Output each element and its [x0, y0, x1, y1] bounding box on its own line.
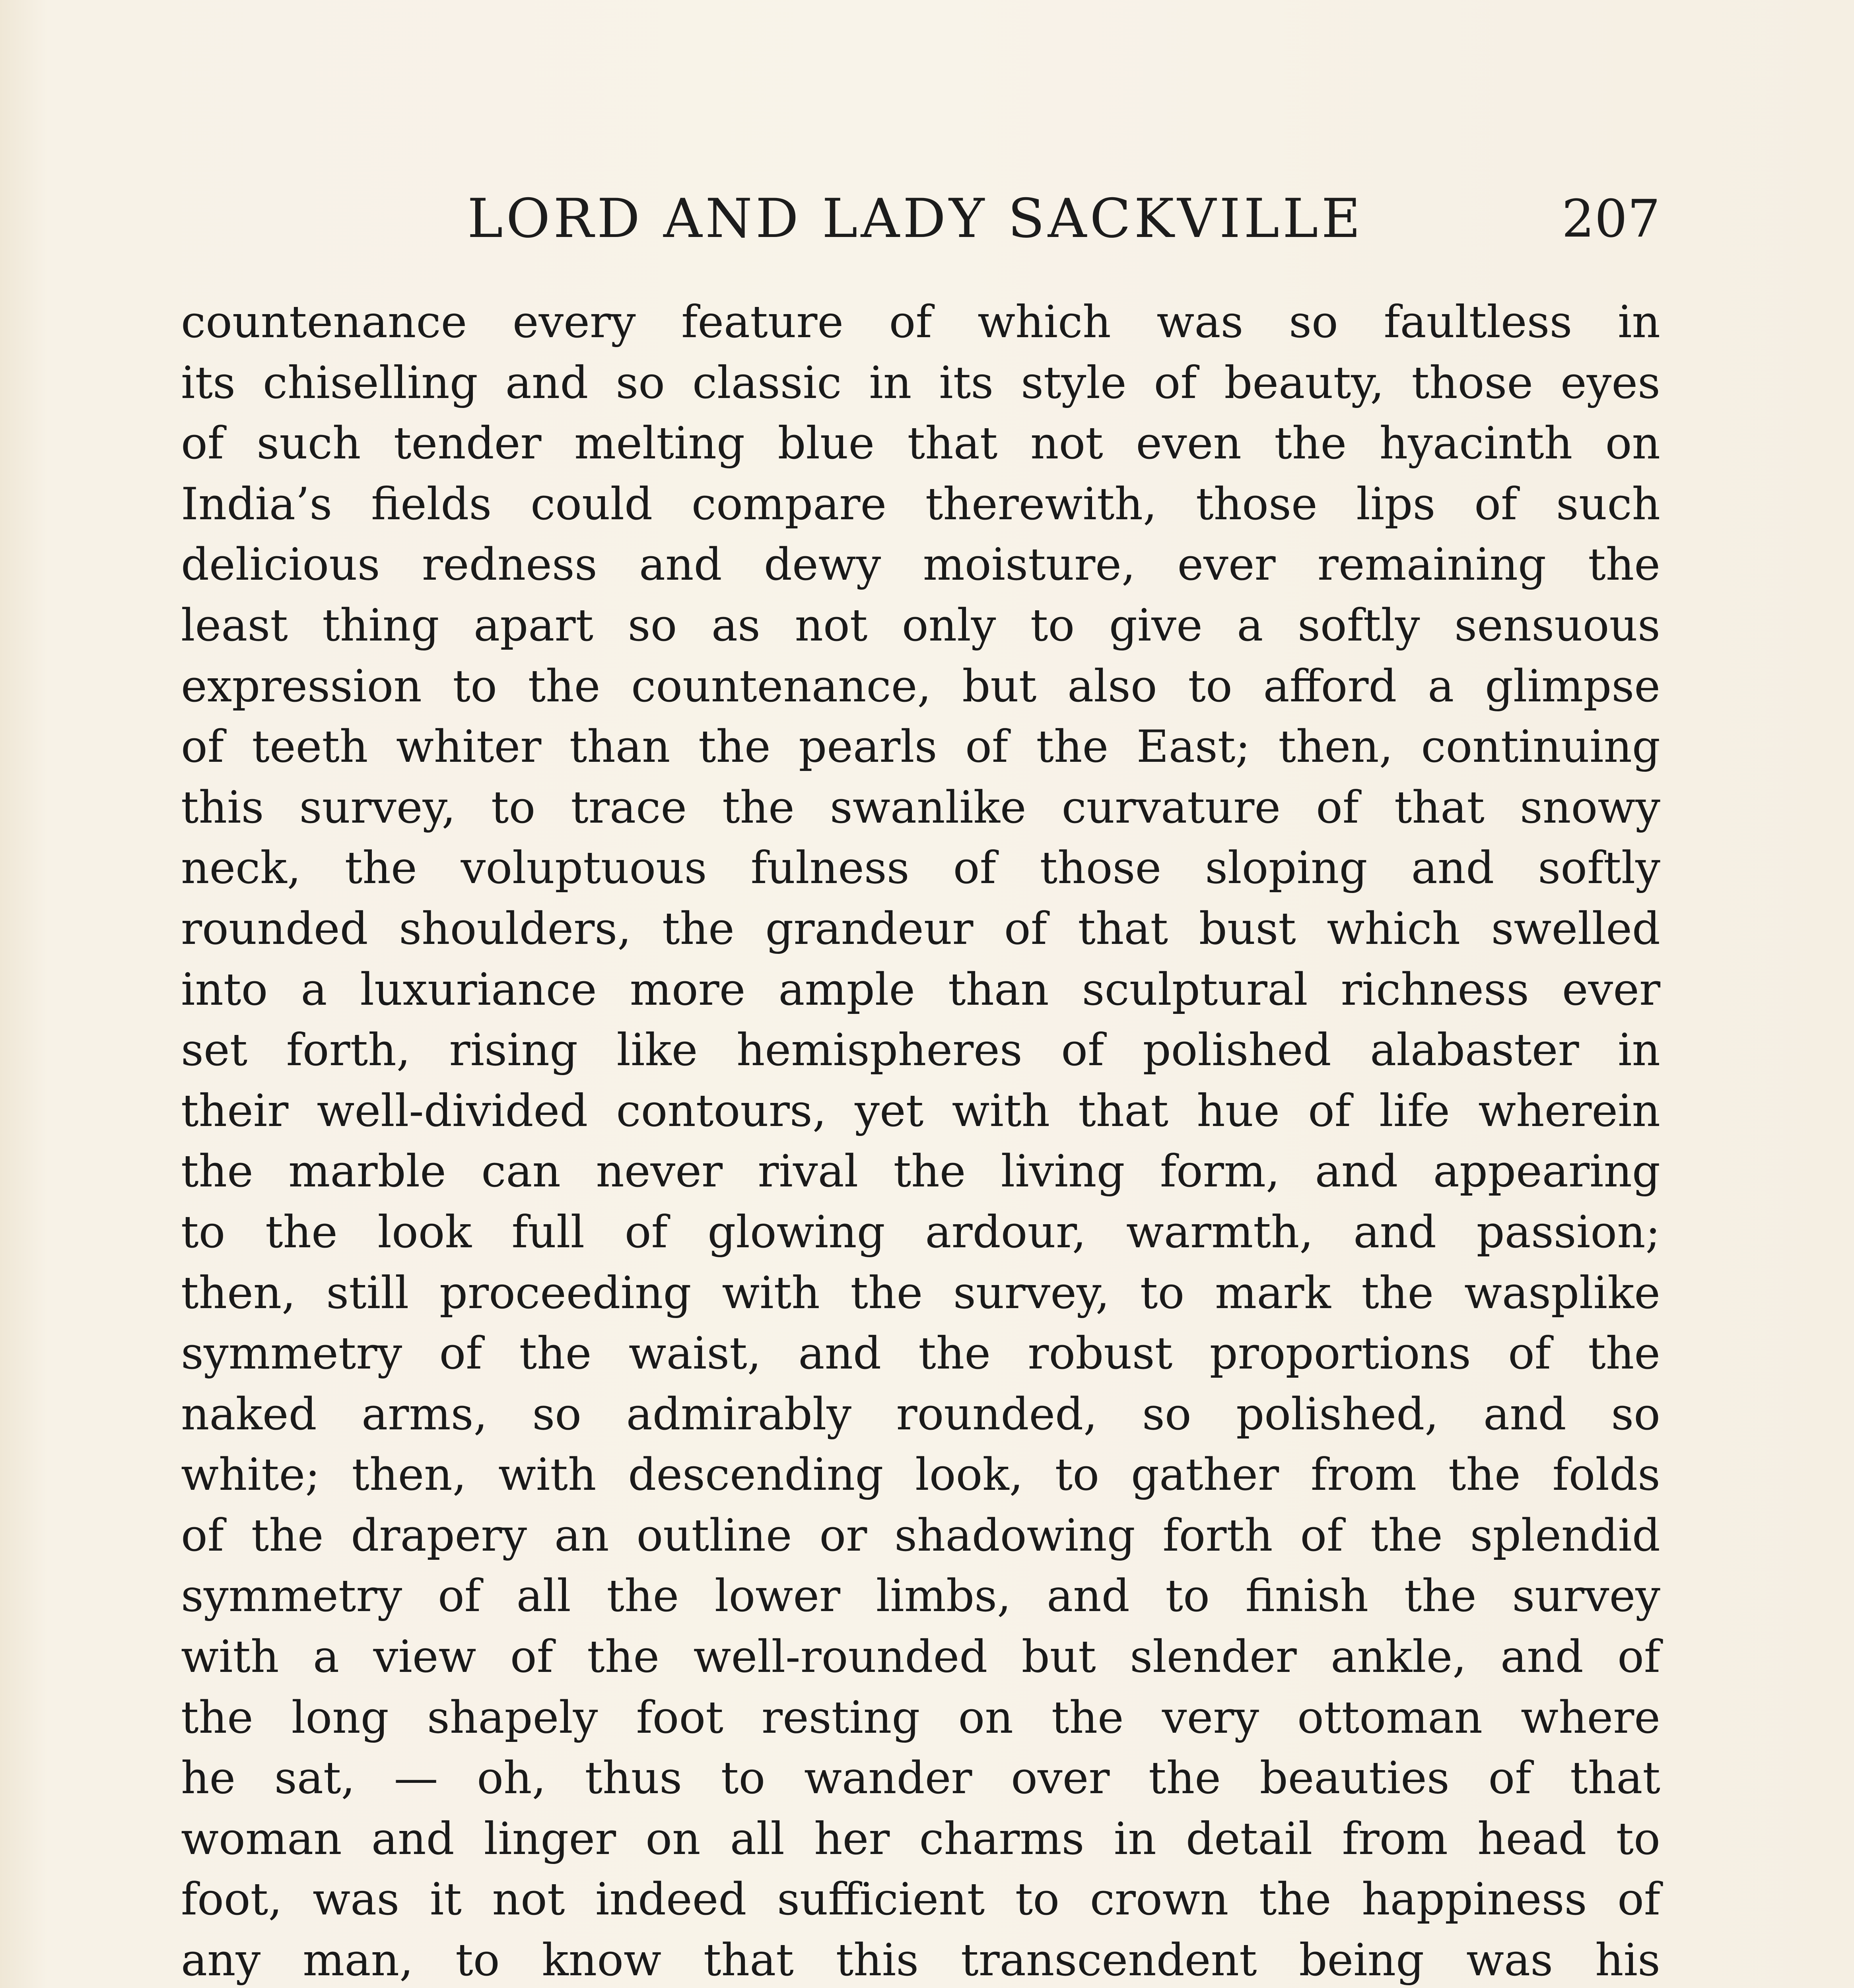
text-line: with a view of the well-rounded but slender ankle, and of: [181, 1631, 1660, 1683]
text-line: rounded shoulders, the grandeur of that bust which swelled: [181, 903, 1660, 955]
text-line: of teeth whiter than the pearls of the East; then, continuing: [181, 721, 1660, 773]
text-line: their well-divided contours, yet with that hue of life wherein: [181, 1085, 1660, 1137]
text-line: delicious redness and dewy moisture, ever remaining the: [181, 539, 1660, 591]
text-line: this survey, to trace the swanlike curvature of that snowy: [181, 782, 1660, 833]
text-line: into a luxuriance more ample than sculptural richness ever: [181, 964, 1660, 1015]
text-line: symmetry of the waist, and the robust proportions of the: [181, 1328, 1660, 1380]
text-line: of the drapery an outline or shadowing forth of the splendid: [181, 1510, 1660, 1561]
text-line: the marble can never rival the living form, and appearing: [181, 1146, 1660, 1198]
text-line: he sat, — oh, thus to wander over the beauties of that: [181, 1753, 1660, 1804]
text-line: the long shapely foot resting on the very ottoman where: [181, 1692, 1660, 1743]
text-line: white; then, with descending look, to gather from the folds: [181, 1449, 1660, 1501]
text-line: expression to the countenance, but also to afford a glimpse: [181, 660, 1660, 712]
paragraph: [181, 292, 1660, 1988]
page-number: 207: [1561, 188, 1660, 249]
text-line: its chiselling and so classic in its style of beauty, those eyes: [181, 357, 1660, 409]
text-line: neck, the voluptuous fulness of those sloping and softly: [181, 843, 1660, 894]
text-line: any man, to know that this transcendent being was his: [181, 1935, 1660, 1986]
page-header: [181, 187, 1660, 266]
text-line: woman and linger on all her charms in detail from head to: [181, 1813, 1660, 1865]
text-line: naked arms, so admirably rounded, so polished, and so: [181, 1388, 1660, 1440]
running-title: LORD AND LADY SACKVILLE: [467, 187, 1364, 250]
body-text: [181, 292, 1660, 1988]
text-line: then, still proceeding with the survey, to mark the wasplike: [181, 1267, 1660, 1319]
text-line: of such tender melting blue that not even the hyacinth on: [181, 418, 1660, 470]
text-line: foot, was it not indeed sufficient to crown the happiness of: [181, 1874, 1660, 1926]
text-line: countenance every feature of which was so faultless in: [181, 297, 1660, 348]
text-line: set forth, rising like hemispheres of polished alabaster in: [181, 1025, 1660, 1076]
text-line: India’s fields could compare therewith, those lips of such: [181, 478, 1660, 530]
text-line: symmetry of all the lower limbs, and to finish the survey: [181, 1571, 1660, 1622]
text-line: least thing apart so as not only to give a softly sensuous: [181, 600, 1660, 651]
text-line: to the look full of glowing ardour, warmth, and passion;: [181, 1206, 1660, 1258]
